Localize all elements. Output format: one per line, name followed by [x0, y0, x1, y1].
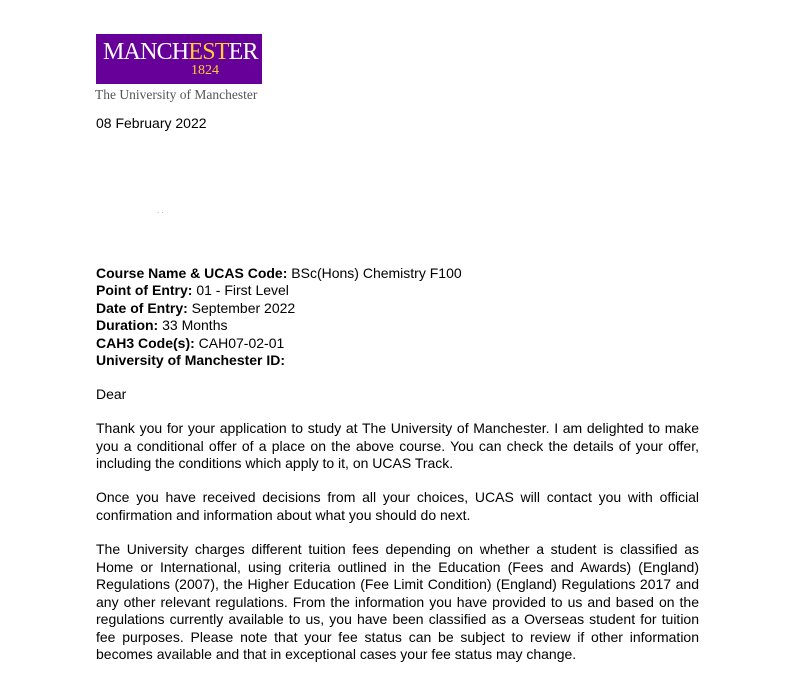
detail-point-of-entry [96, 282, 716, 299]
paragraph-offer: Thank you for your application to study at The University of Manchester. I am delighted to make you a conditional offer of a place on the above course. You can check the details of your offer, including the conditions which apply to it, on UCAS Track. [96, 420, 699, 471]
university-name: The University of Manchester [95, 87, 258, 102]
detail-label: CAH3 Code(s): [96, 334, 195, 351]
detail-cah3-codes [96, 335, 716, 352]
detail-value: CAH07-02-01 [194, 334, 285, 351]
paragraph-ucas-decisions: Once you have received decisions from all your choices, UCAS will contact you with official confirmation and information about what you should do next. [96, 489, 699, 523]
detail-label: Duration: [96, 317, 159, 334]
logo-year: 1824 [191, 63, 219, 78]
detail-value: 01 - First Level [192, 282, 289, 299]
detail-label: University of Manchester ID: [96, 352, 286, 369]
logo-wordmark [103, 40, 258, 64]
detail-label: Date of Entry: [96, 299, 188, 316]
detail-label: Point of Entry: [96, 282, 193, 299]
detail-value: BSc(Hons) Chemistry F100 [287, 265, 462, 281]
logo-wordmark-end: ER [228, 39, 258, 65]
detail-value: September 2022 [187, 299, 296, 316]
detail-date-of-entry [96, 300, 716, 317]
logo-wordmark-accent: EST [188, 39, 229, 65]
university-logo [96, 34, 262, 84]
letter-date: 08 February 2022 [96, 115, 207, 131]
course-details [96, 265, 716, 369]
detail-value: 33 Months [158, 317, 228, 334]
detail-duration [96, 317, 716, 334]
scan-marks: . . [157, 206, 164, 215]
logo-wordmark-start: MANCH [103, 39, 189, 65]
paragraph-tuition-fees: The University charges different tuition fees depending on whether a student is classified as Home or International, using criteria outlined in the Education (Fees and Awards) (England) Regulations (2007), the Higher Education (Fee Limit Condition) (England) Regulations 2017 and any other relevant regulations. From the information you have provided to us and based on the regulations currently available to us, you have been classified as a Overseas student for tuition fee purposes. Please note that your fee status can be subject to review if other information becomes available and that in exceptional cases your fee status may change. [96, 541, 699, 662]
detail-label: Course Name & UCAS Code: [96, 265, 288, 281]
detail-course-name [96, 265, 716, 282]
salutation: Dear [96, 386, 127, 402]
detail-university-id [96, 352, 716, 369]
